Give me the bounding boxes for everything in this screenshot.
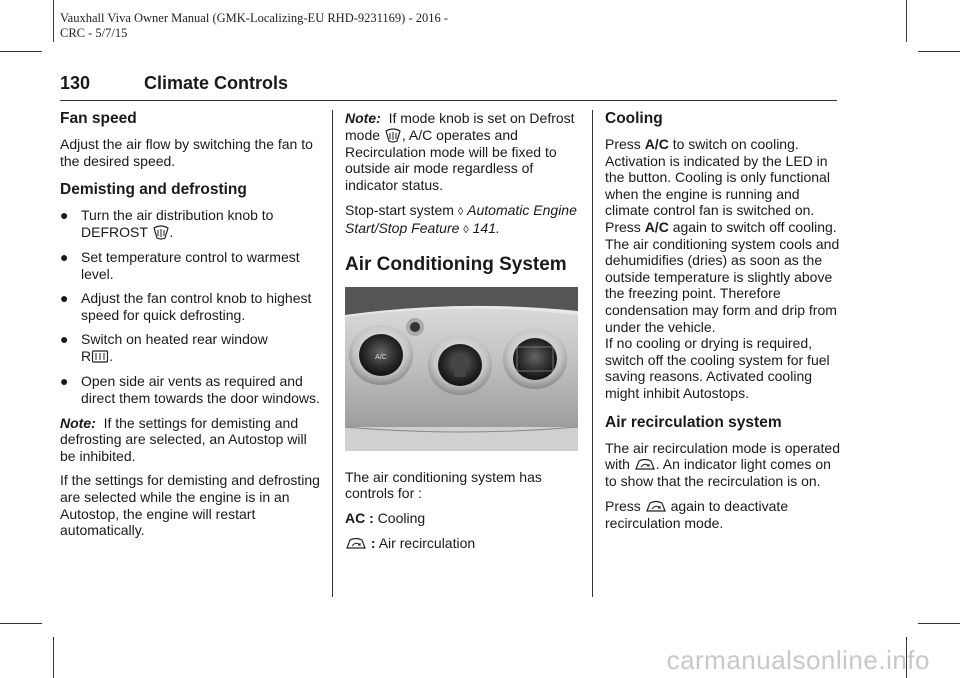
- recirculation-text: [605, 440, 841, 490]
- ac-button-label: A/C: [375, 353, 387, 361]
- fan-speed-heading: Fan speed: [60, 110, 137, 127]
- bullet: ●: [60, 331, 69, 348]
- stop-start-text: Stop-start system: [345, 201, 454, 218]
- crop-mark: [0, 623, 42, 624]
- reference-title[interactable]: Automatic Engine Start/Stop Feature: [345, 201, 577, 237]
- list-item-text: Open side air vents as required and direct them towards the door windows.: [81, 373, 320, 406]
- list-item-end: .: [109, 348, 114, 365]
- recirc-text-3: again to deactivate recirculation mode.: [605, 497, 789, 532]
- left-column: [60, 110, 322, 547]
- recirculation-icon: [634, 457, 656, 473]
- list-item: [60, 331, 322, 365]
- control-value: Air recirculation: [378, 534, 476, 551]
- crop-mark: [918, 51, 960, 52]
- list-item-text: Adjust the fan control knob to highest speed for quick defrosting.: [81, 290, 312, 323]
- running-header-line1: Vauxhall Viva Owner Manual (GMK-Localizing-EU RHD-9231169) - 2016 -: [60, 11, 449, 25]
- crop-mark: [53, 637, 54, 678]
- watermark: carmanualsonline.info: [666, 645, 930, 675]
- reference-arrow-icon: ◊: [457, 205, 464, 218]
- stop-start-reference: [345, 202, 580, 239]
- cooling-text-3: If no cooling or drying is required, switch off the cooling system for fuel saving reasons. Activated cooling might inhibit Autostops.: [605, 335, 830, 401]
- cooling-text-2: again to switch off cooling. The air conditioning system cools and dehumidifies (dries) as soon as the outside temperature is slightly above the freezing point. Therefore condensation may form and drip from under the vehicle.: [605, 218, 840, 335]
- bullet: ●: [60, 290, 69, 307]
- list-item-text: Turn the air distribution knob to DEFROST: [81, 207, 274, 240]
- press-word: Press: [605, 136, 641, 152]
- crop-mark: [0, 51, 42, 52]
- list-item-text: Switch on heated rear window: [81, 331, 268, 348]
- control-separator: :: [370, 534, 376, 551]
- bullet: ●: [60, 373, 69, 390]
- cooling-text: [605, 136, 841, 335]
- cooling-heading: Cooling: [605, 110, 663, 127]
- reference-page[interactable]: 141.: [472, 220, 500, 237]
- defrost-icon: [152, 225, 170, 241]
- running-header: [60, 11, 448, 41]
- control-value: Cooling: [377, 510, 426, 527]
- crop-mark: [918, 623, 960, 624]
- note-label: Note:: [60, 414, 96, 431]
- recirculation-deactivate: [605, 498, 841, 532]
- list-item-text: Set temperature control to warmest level.: [81, 249, 300, 282]
- ac-intro: The air conditioning system has controls for :: [345, 468, 542, 502]
- ac-system-heading: Air Conditioning System: [345, 253, 567, 275]
- note: [60, 415, 322, 465]
- page-heading: [60, 70, 837, 101]
- list-item-end: .: [169, 223, 174, 240]
- running-header-line2: CRC - 5/7/15: [60, 26, 128, 40]
- control-list-item: [345, 535, 580, 552]
- list-item: [60, 207, 322, 241]
- list-item: [60, 373, 322, 406]
- rear-window-heater-icon: [91, 349, 109, 365]
- recirc-text-1: The air recirculation mode is operated with: [605, 439, 841, 473]
- column-divider: [592, 110, 593, 597]
- note-text-cont: , A/C operates and Recirculation mode will be fixed to outside air mode regardless of indicator status.: [345, 126, 557, 194]
- recirculation-heading: Air recirculation system: [605, 413, 782, 431]
- fan-speed-text: Adjust the air flow by switching the fan to the desired speed.: [60, 136, 313, 169]
- press-word: Press: [605, 218, 641, 235]
- right-column: [605, 110, 841, 540]
- ac-label: A/C: [644, 218, 669, 235]
- bullet: ●: [60, 249, 69, 266]
- climate-control-photo: [345, 287, 578, 451]
- bullet: ●: [60, 207, 69, 224]
- rear-window-letter: R: [81, 348, 92, 365]
- defrost-icon: [384, 128, 402, 144]
- control-key: AC :: [345, 510, 374, 527]
- ac-label: A/C: [644, 136, 669, 152]
- note-text: If the settings for demisting and defrosting are selected, an Autostop will be inhibited.: [60, 414, 307, 464]
- list-item: [60, 249, 322, 282]
- middle-column: [345, 110, 580, 560]
- paragraph: If the settings for demisting and defrosting are selected while the engine is in an Autostop, the engine will restart automatically.: [60, 472, 320, 539]
- section-title: Climate Controls: [144, 73, 289, 93]
- note-label: Note:: [345, 110, 381, 126]
- cooling-text-1: to switch on cooling. Activation is indicated by the LED in the button. Cooling is only functional when the engine is running and climate control fan is switched on.: [605, 136, 830, 219]
- control-list-item: [345, 510, 580, 527]
- crop-mark: [53, 0, 54, 42]
- note-text: If mode knob is set on Defrost mode: [345, 110, 575, 143]
- note: [345, 110, 580, 194]
- page-number: 130: [60, 73, 91, 93]
- crop-mark: [906, 0, 907, 42]
- column-divider: [332, 110, 333, 597]
- recirculation-icon: [345, 536, 367, 552]
- reference-arrow-icon: ◊: [463, 224, 469, 237]
- recirculation-icon: [645, 499, 667, 515]
- list-item: [60, 290, 322, 323]
- press-word: Press: [605, 497, 641, 514]
- recirc-text-2: . An indicator light comes on to show that the recirculation is on.: [605, 456, 831, 490]
- demisting-heading: Demisting and defrosting: [60, 181, 247, 199]
